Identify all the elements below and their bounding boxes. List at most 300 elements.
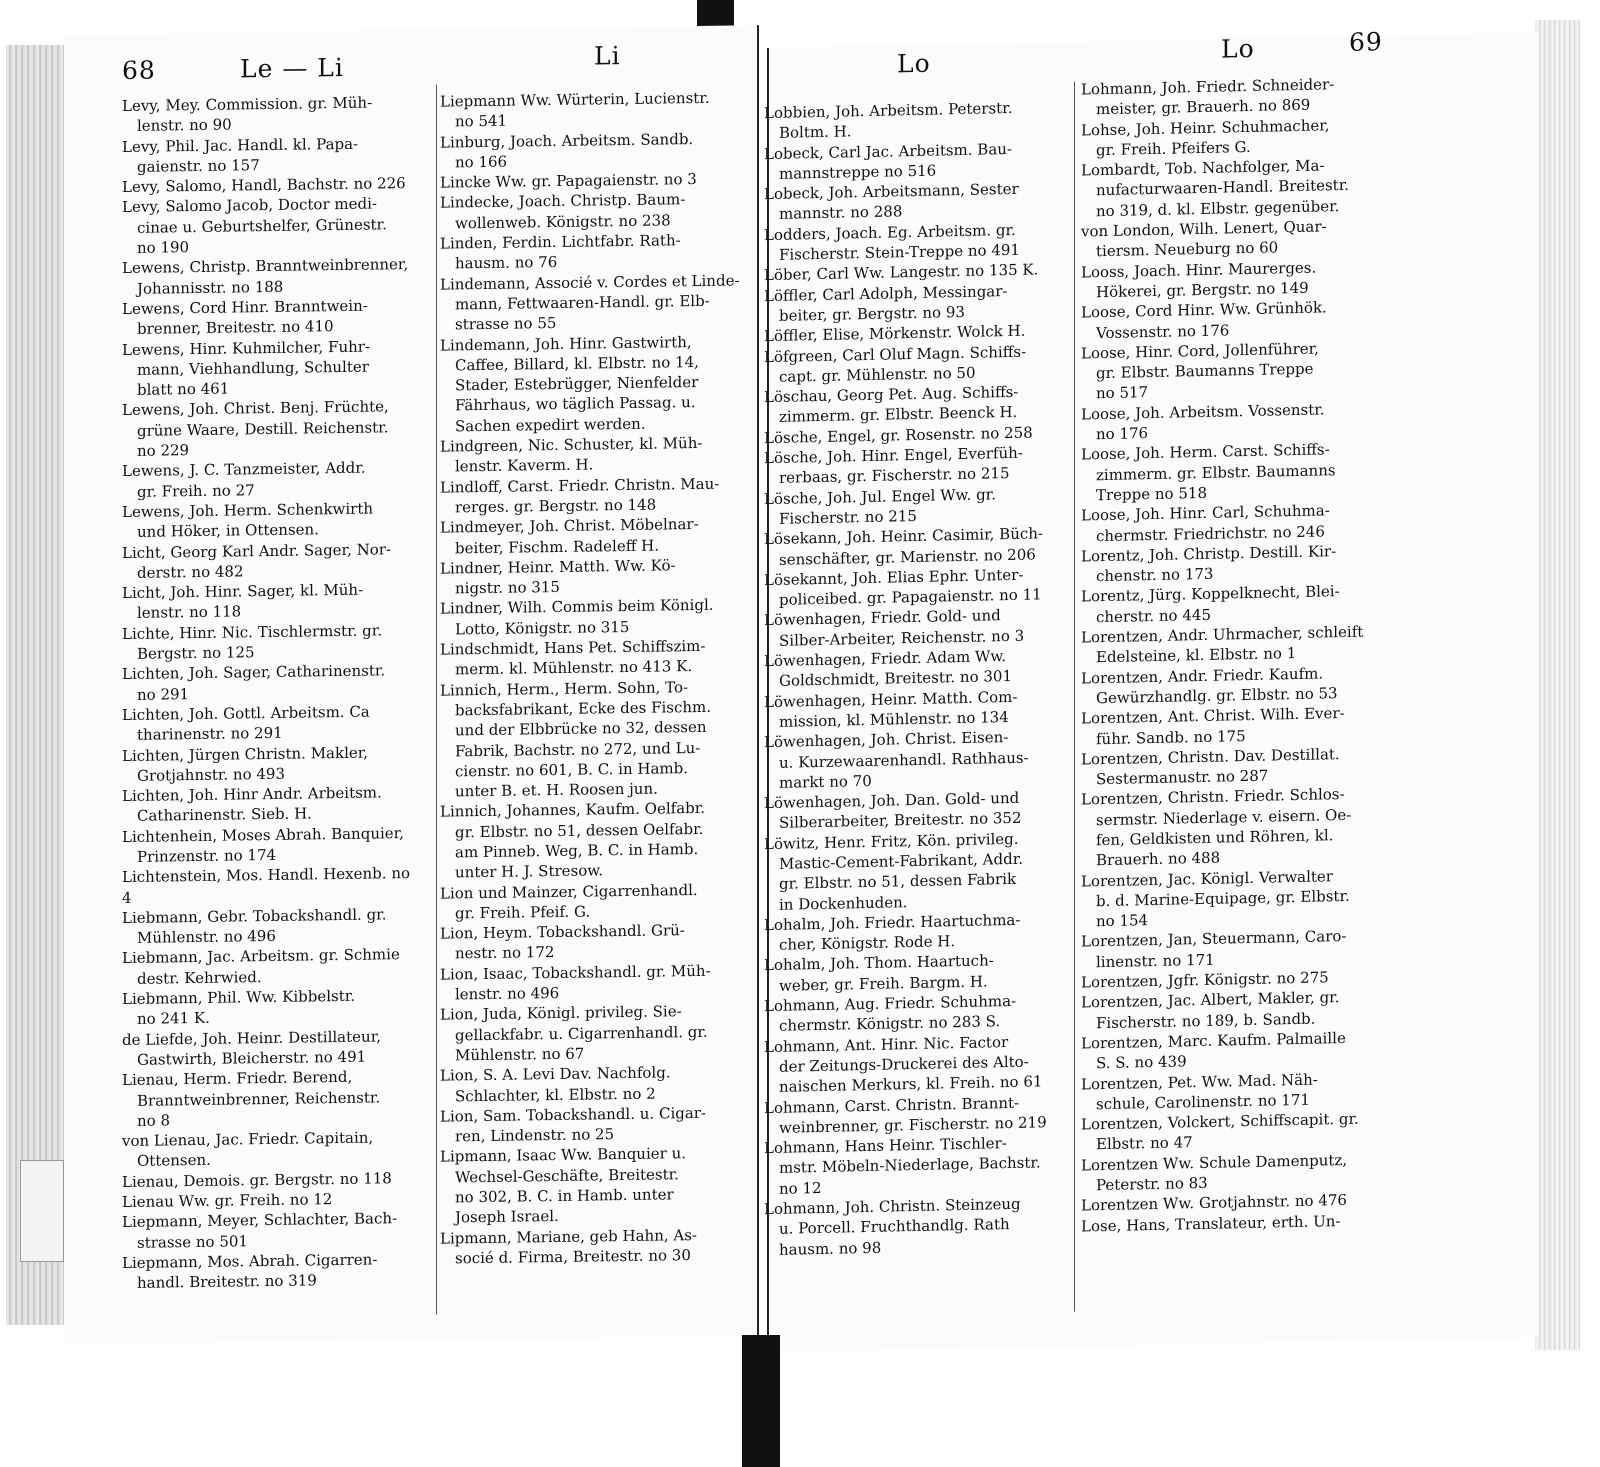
directory-entry [122, 863, 422, 908]
entry-line: Lösekann, Joh. Heinr. Casimir, Büch- [764, 524, 1043, 549]
entry-continuation: Brauerh. no 488 [1096, 848, 1221, 870]
entry-continuation: Fährhaus, wo täglich Passag. u. [455, 393, 696, 415]
directory-entry [440, 1143, 740, 1228]
entry-line: Lohmann, Ant. Hinr. Nic. Factor [764, 1032, 1009, 1056]
entry-line: Lion, S. A. Levi Dav. Nachfolg. [440, 1063, 671, 1085]
entry-continuation: no 229 [137, 441, 190, 460]
directory-entry [764, 645, 1074, 692]
directory-entry [440, 1102, 740, 1147]
entry-line: Loose, Cord Hinr. Ww. Grünhök. [1081, 298, 1327, 322]
entry-continuation: mann, Viehhandlung, Schulter [137, 357, 369, 379]
directory-entry [122, 1127, 422, 1172]
entry-continuation: brenner, Breitestr. no 410 [137, 317, 334, 339]
entry-continuation: mission, kl. Mühlenstr. no 134 [779, 707, 1009, 731]
entry-continuation: Edelsteine, kl. Elbstr. no 1 [1096, 644, 1297, 667]
entry-continuation: markt no 70 [779, 771, 872, 792]
header-left: Lo [897, 48, 931, 79]
column-2 [440, 87, 740, 1268]
entry-line: Lorentzen, Ant. Christ. Wilh. Ever- [1081, 704, 1345, 728]
entry-continuation: Treppe no 518 [1096, 483, 1207, 505]
column-rule [1074, 82, 1075, 1312]
directory-entry [440, 128, 740, 173]
entry-line: Löber, Carl Ww. Langestr. no 135 K. [764, 260, 1039, 285]
entry-continuation: S. S. no 439 [1096, 1052, 1187, 1073]
directory-entry [440, 798, 740, 883]
entry-line: Lösekannt, Joh. Elias Ephr. Unter- [764, 565, 1024, 589]
page-clip [20, 1160, 64, 1262]
entry-continuation: wollenweb. Königstr. no 238 [455, 211, 671, 233]
entry-continuation: Fabrik, Bachstr. no 272, und Lu- [455, 738, 701, 760]
entry-line: Lorentzen, Marc. Kaufm. Palmaille [1081, 1028, 1346, 1053]
directory-entry [764, 218, 1074, 265]
entry-line: de Liefde, Joh. Heinr. Destillateur, [122, 1027, 381, 1049]
entry-line: Lohmann, Joh. Christn. Steinzeug [764, 1194, 1021, 1219]
entry-line: Löffler, Elise, Mörkenstr. Wolck H. [764, 321, 1026, 346]
entry-continuation: rerbaas, gr. Fischerstr. no 215 [779, 464, 1010, 488]
entry-continuation: zimmerm. gr. Elbstr. Baumanns [1096, 460, 1336, 484]
entry-continuation: Bergstr. no 125 [137, 643, 255, 663]
entry-line: Löfgreen, Carl Oluf Magn. Schiffs- [764, 342, 1027, 366]
entry-line: Linnich, Herm., Herm. Sohn, To- [440, 677, 689, 700]
entry-continuation: Prinzenstr. no 174 [137, 845, 277, 866]
directory-entry [764, 563, 1074, 610]
directory-entry [122, 538, 422, 583]
directory-entry [764, 1091, 1074, 1138]
entry-line: Lösche, Joh. Hinr. Engel, Everfüh- [764, 443, 1023, 468]
entry-line: Lindemann, Joh. Hinr. Gastwirth, [440, 332, 692, 355]
entry-continuation: tharinenstr. no 291 [137, 724, 283, 745]
entry-continuation: senschäfter, gr. Marienstr. no 206 [779, 544, 1036, 569]
entry-continuation: chenstr. no 173 [1096, 564, 1214, 586]
entry-line: Lion, Isaac, Tobackshandl. gr. Müh- [440, 961, 711, 984]
directory-entry [1081, 337, 1391, 404]
entry-continuation: lenstr. Kaverm. H. [455, 455, 594, 476]
entry-continuation: no 241 K. [137, 1009, 210, 1029]
directory-entry [764, 97, 1074, 144]
entry-line: Liepmann Ww. Würterin, Lucienstr. [440, 88, 710, 111]
entry-continuation: Mühlenstr. no 67 [455, 1044, 585, 1065]
directory-entry [1081, 1149, 1391, 1196]
entry-line: Lichte, Hinr. Nic. Tischlermstr. gr. [122, 621, 383, 643]
directory-entry [122, 1208, 422, 1253]
directory-entry [1081, 662, 1391, 709]
entry-line: von Lienau, Jac. Friedr. Capitain, [122, 1128, 374, 1151]
entry-line: Levy, Salomo, Handl, Bachstr. no 226 [122, 174, 406, 197]
entry-line: Lorentzen, Volckert, Schiffscapit. gr. [1081, 1109, 1359, 1134]
entry-line: Lichtenstein, Mos. Handl. Hexenb. no 4 [122, 864, 411, 907]
directory-entry [1081, 73, 1391, 120]
directory-entry [1081, 114, 1391, 161]
entry-line: Lichten, Joh. Sager, Catharinenstr. [122, 661, 386, 684]
directory-entry [122, 741, 422, 786]
directory-entry [122, 132, 422, 177]
header-right: Lo [1221, 33, 1255, 64]
entry-line: Levy, Salomo Jacob, Doctor medi- [122, 194, 377, 217]
entry-continuation: Mühlenstr. no 496 [137, 927, 276, 948]
directory-entry [764, 178, 1074, 225]
entry-continuation: Fischerstr. no 189, b. Sandb. [1096, 1009, 1316, 1032]
entry-continuation: zimmerm. gr. Elbstr. Beenck H. [779, 403, 1018, 427]
entry-line: Loose, Hinr. Cord, Jollenführer, [1081, 339, 1319, 363]
directory-entry [122, 254, 422, 299]
directory-entry [1081, 702, 1391, 749]
directory-entry [764, 787, 1074, 834]
directory-entry [764, 726, 1074, 793]
header-letters: Li [594, 41, 621, 71]
entry-line: Löwitz, Henr. Fritz, Kön. privileg. [764, 829, 1019, 853]
entry-line: Licht, Joh. Hinr. Sager, kl. Müh- [122, 580, 364, 603]
entry-line: Lösche, Joh. Jul. Engel Ww. gr. [764, 484, 996, 508]
entry-line: Lichten, Joh. Gottl. Arbeitsm. Ca [122, 702, 370, 724]
entry-line: Lorentzen, Christn. Friedr. Schlos- [1081, 785, 1345, 809]
entry-continuation: hausm. no 98 [779, 1238, 882, 1259]
entry-line: Lohalm, Joh. Friedr. Haartuchma- [764, 910, 1021, 935]
entry-line: Lindgreen, Nic. Schuster, kl. Müh- [440, 433, 703, 456]
entry-line: Levy, Phil. Jac. Handl. kl. Papa- [122, 134, 359, 156]
entry-line: Lorentzen, Jan, Steuermann, Caro- [1081, 927, 1347, 951]
directory-entry [1081, 296, 1391, 343]
entry-continuation: Caffee, Billard, kl. Elbstr. no 14, [455, 352, 699, 375]
directory-entry [764, 1030, 1074, 1097]
directory-entry [122, 498, 422, 543]
page-number: 69 [1349, 27, 1383, 57]
entry-line: Lewens, J. C. Tanzmeister, Addr. [122, 458, 366, 481]
entry-continuation: mstr. Möbeln-Niederlage, Bachstr. [779, 1153, 1041, 1178]
binding-strip [742, 1335, 780, 1467]
entry-line: Looss, Joach. Hinr. Maurerges. [1081, 258, 1317, 282]
entry-line: Löwenhagen, Friedr. Gold- und [764, 606, 1001, 630]
entry-continuation: Vossenstr. no 176 [1096, 320, 1230, 342]
entry-continuation: Silber-Arbeiter, Reichenstr. no 3 [779, 626, 1025, 650]
entry-continuation: lenstr. no 118 [137, 602, 242, 623]
entry-line: Loose, Joh. Arbeitsm. Vossenstr. [1081, 400, 1325, 424]
directory-entry [764, 523, 1074, 570]
directory-entry [1081, 215, 1391, 262]
entry-continuation: nestr. no 172 [455, 943, 555, 963]
column-3 [764, 97, 1074, 1260]
entry-line: Lindloff, Carst. Friedr. Christn. Mau- [440, 474, 720, 497]
entry-continuation: und der Elbbrücke no 32, dessen [455, 718, 707, 740]
entry-line: Lorentzen, Andr. Friedr. Kaufm. [1081, 664, 1324, 688]
directory-entry [122, 335, 422, 400]
directory-entry [122, 944, 422, 989]
entry-line: Levy, Mey. Commission. gr. Müh- [122, 93, 373, 116]
entry-line: Lorentzen, Jgfr. Königstr. no 275 [1081, 968, 1329, 992]
entry-line: Liebmann, Phil. Ww. Kibbelstr. [122, 986, 356, 1009]
entry-line: Löwenhagen, Friedr. Adam Ww. [764, 647, 1007, 671]
directory-entry [1081, 540, 1391, 587]
entry-continuation: gellackfabr. u. Cigarrenhandl. gr. [455, 1022, 708, 1045]
entry-continuation: Boltm. H. [779, 122, 852, 143]
entry-continuation: beiter, gr. Bergstr. no 93 [779, 302, 965, 325]
entry-line: Lindmeyer, Joh. Christ. Möbelnar- [440, 515, 699, 537]
entry-line: Lichten, Jürgen Christn. Makler, [122, 743, 369, 765]
entry-line: Lewens, Joh. Christ. Benj. Früchte, [122, 397, 389, 420]
directory-entry [122, 985, 422, 1030]
directory-entry [1081, 783, 1391, 871]
entry-continuation: no 154 [1096, 911, 1149, 931]
entry-continuation: und Höker, in Ottensen. [137, 520, 319, 542]
directory-entry [1081, 1027, 1391, 1074]
directory-entry [764, 1132, 1074, 1199]
entry-continuation: no 517 [1096, 383, 1149, 403]
entry-continuation: beiter, Fischm. Radeleff H. [455, 536, 659, 557]
entry-continuation: Elbstr. no 47 [1096, 1133, 1193, 1154]
right-page [764, 27, 1539, 1353]
directory-entry [440, 270, 740, 335]
entry-line: Lohmann, Carst. Christn. Brannt- [764, 1093, 1020, 1117]
entry-continuation: gr. Freih. Pfeifers G. [1096, 137, 1251, 160]
entry-continuation: Mastic-Cement-Fabrikant, Addr. [779, 849, 1023, 873]
entry-continuation: Wechsel-Geschäfte, Breitestr. [455, 1165, 679, 1187]
entry-continuation: Grotjahnstr. no 493 [137, 764, 286, 785]
entry-continuation: capt. gr. Mühlenstr. no 50 [779, 363, 976, 386]
entry-continuation: Johannisstr. no 188 [137, 277, 284, 298]
directory-entry [1081, 865, 1391, 932]
entry-line: Liebmann, Gebr. Tobackshandl. gr. [122, 905, 387, 927]
page-number: 68 [122, 55, 156, 86]
entry-continuation: cherstr. no 445 [1096, 605, 1211, 626]
entry-line: Loose, Joh. Hinr. Carl, Schuhma- [1081, 501, 1330, 525]
entry-line: Lorentz, Joh. Christp. Destill. Kir- [1081, 541, 1337, 566]
entry-continuation: no 319, d. kl. Elbstr. gegenüber. [1096, 196, 1340, 220]
entry-line: Lobeck, Carl Jac. Arbeitsm. Bau- [764, 139, 1013, 163]
entry-continuation: chermstr. Königstr. no 283 S. [779, 1012, 1001, 1036]
entry-continuation: weber, gr. Freih. Bargm. H. [779, 972, 988, 995]
entry-continuation: tiersm. Neueburg no 60 [1096, 238, 1279, 261]
directory-entry [440, 229, 740, 274]
entry-continuation: linenstr. no 171 [1096, 950, 1215, 971]
directory-entry [122, 295, 422, 340]
entry-continuation: no 541 [455, 111, 508, 131]
entry-line: Lindner, Heinr. Matth. Ww. Kö- [440, 556, 676, 578]
entry-continuation: Schlachter, kl. Elbstr. no 2 [455, 1084, 656, 1105]
entry-continuation: fen, Geldkisten und Röhren, kl. [1096, 826, 1334, 850]
entry-line: Löschau, Georg Pet. Aug. Schiffs- [764, 382, 1019, 407]
entry-continuation: Goldschmidt, Breitestr. no 301 [779, 667, 1013, 691]
entry-line: Lobeck, Joh. Arbeitsmann, Sester [764, 180, 1019, 204]
directory-entry [1081, 580, 1391, 627]
entry-continuation: no 176 [1096, 424, 1149, 444]
entry-line: Lorentzen, Andr. Uhrmacher, schleift [1081, 622, 1364, 647]
entry-continuation: unter B. et. H. Roosen jun. [455, 779, 658, 801]
entry-line: Lorentzen, Jac. Albert, Makler, gr. [1081, 988, 1340, 1012]
entry-line: Liebmann, Jac. Arbeitsm. gr. Schmie [122, 945, 400, 968]
entry-line: Lorentzen Ww. Schule Damenputz, [1081, 1150, 1348, 1175]
entry-line: Lohmann, Joh. Friedr. Schneider- [1081, 75, 1335, 99]
entry-continuation: policeibed. gr. Papagaienstr. no 11 [779, 585, 1042, 609]
entry-continuation: cher, Königstr. Rode H. [779, 932, 956, 955]
entry-continuation: no 166 [455, 152, 508, 172]
entry-line: Löwenhagen, Joh. Christ. Eisen- [764, 728, 1009, 752]
directory-entry [440, 554, 740, 599]
entry-continuation: rerges. gr. Bergstr. no 148 [455, 495, 657, 517]
entry-line: Liepmann, Mos. Abrah. Cigarren- [122, 1250, 378, 1272]
entry-continuation: destr. Kehrwied. [137, 967, 262, 988]
column-4 [1081, 73, 1391, 1236]
entry-continuation: no 302, B. C. in Hamb. unter [455, 1185, 674, 1207]
entry-continuation: ren, Lindenstr. no 25 [455, 1125, 615, 1146]
entry-continuation: Ottensen. [137, 1151, 211, 1171]
directory-entry [440, 1001, 740, 1066]
header-range: Le — Li [240, 52, 344, 84]
directory-entry [1081, 398, 1391, 445]
entry-continuation: weinbrenner, gr. Fischerstr. no 219 [779, 1113, 1047, 1137]
entry-line: Lindecke, Joach. Christp. Baum- [440, 190, 686, 213]
directory-entry [122, 1168, 422, 1192]
entry-line: Lipmann, Isaac Ww. Banquier u. [440, 1144, 687, 1167]
directory-entry [1081, 154, 1391, 221]
entry-line: Lorentzen, Jac. Königl. Verwalter [1081, 866, 1333, 891]
entry-continuation: lenstr. no 496 [455, 983, 560, 1004]
column-1 [122, 92, 422, 1294]
entry-continuation: nufacturwaaren-Handl. Breitestr. [1096, 176, 1349, 200]
entry-line: Linburg, Joach. Arbeitsm. Sandb. [440, 129, 694, 152]
directory-entry [122, 660, 422, 705]
entry-line: Lorentzen Ww. Grotjahnstr. no 476 [1081, 1191, 1347, 1215]
directory-entry [1081, 621, 1391, 668]
entry-line: Lohse, Joh. Heinr. Schuhmacher, [1081, 115, 1330, 140]
directory-entry [122, 457, 422, 502]
entry-continuation: Catharinenstr. Sieb. H. [137, 804, 312, 826]
directory-entry [764, 137, 1074, 184]
entry-line: Löwenhagen, Heinr. Matth. Com- [764, 687, 1018, 711]
directory-entry [440, 87, 740, 132]
entry-continuation: gr. Elbstr. Baumanns Treppe [1096, 359, 1314, 383]
directory-entry [122, 1026, 422, 1071]
entry-continuation: der Zeitungs-Druckerei des Alto- [779, 1052, 1029, 1076]
entry-line: Löwenhagen, Joh. Dan. Gold- und [764, 788, 1020, 813]
entry-line: Loose, Joh. Herm. Carst. Schiffs- [1081, 440, 1330, 464]
entry-continuation: meister, gr. Brauerh. no 869 [1096, 96, 1311, 119]
directory-entry [440, 595, 740, 640]
page-edges-right [1535, 20, 1580, 1350]
entry-continuation: Fischerstr. Stein-Treppe no 491 [779, 240, 1020, 264]
entry-continuation: gr. Elbstr. no 51, dessen Fabrik [779, 870, 1017, 894]
entry-line: Licht, Georg Karl Andr. Sager, Nor- [122, 539, 392, 562]
directory-entry [122, 823, 422, 868]
entry-line: Lohmann, Hans Heinr. Tischler- [764, 1134, 1007, 1158]
entry-continuation: cinae u. Geburtshelfer, Grünestr. [137, 215, 387, 237]
directory-entry [1081, 438, 1391, 505]
entry-continuation: Peterstr. no 83 [1096, 1173, 1208, 1195]
entry-line: Lindemann, Associé v. Cordes et Linde- [440, 271, 740, 294]
entry-continuation: gr. Freih. Pfeif. G. [455, 902, 591, 923]
entry-continuation: führ. Sandb. no 175 [1096, 726, 1246, 748]
entry-continuation: blatt no 461 [137, 379, 230, 399]
entry-line: Lion, Juda, Königl. privileg. Sie- [440, 1002, 682, 1024]
entry-line: Liepmann, Meyer, Schlachter, Bach- [122, 1209, 398, 1232]
entry-continuation: mannstr. no 288 [779, 202, 903, 224]
entry-line: Lincke Ww. gr. Papagaienstr. no 3 [440, 170, 697, 192]
directory-entry [1081, 743, 1391, 790]
directory-entry [764, 442, 1074, 489]
entry-continuation: Gewürzhandlg. gr. Elbstr. no 53 [1096, 684, 1338, 708]
entry-line: Lose, Hans, Translateur, erth. Un- [1081, 1211, 1341, 1236]
directory-entry [764, 1193, 1074, 1260]
directory-entry [440, 473, 740, 518]
entry-line: Lewens, Hinr. Kuhmilcher, Fuhr- [122, 337, 371, 359]
entry-continuation: unter H. J. Stresow. [455, 861, 604, 882]
entry-continuation: mannstreppe no 516 [779, 161, 937, 183]
entry-continuation: hausm. no 76 [455, 253, 558, 273]
entry-continuation: Sachen expedirt werden. [455, 414, 646, 436]
directory-entry [122, 396, 422, 461]
page-edges-left [6, 45, 66, 1325]
directory-entry [440, 189, 740, 234]
entry-line: Linnich, Johannes, Kaufm. Oelfabr. [440, 799, 706, 821]
entry-line: Lombardt, Tob. Nachfolger, Ma- [1081, 156, 1325, 180]
entry-continuation: strasse no 55 [455, 314, 557, 334]
entry-continuation: no 8 [137, 1111, 171, 1130]
entry-line: Lorentz, Jürg. Koppelknecht, Blei- [1081, 582, 1340, 606]
entry-continuation: cienstr. no 601, B. C. in Hamb. [455, 758, 689, 781]
entry-line: Lohmann, Aug. Friedr. Schuhma- [764, 991, 1017, 1016]
entry-line: Lösche, Engel, gr. Rosenstr. no 258 [764, 423, 1033, 447]
column-rule [436, 85, 437, 1315]
left-page [64, 25, 759, 1345]
directory-entry [440, 1224, 740, 1269]
directory-entry [440, 920, 740, 965]
entry-continuation: strasse no 501 [137, 1231, 248, 1252]
entry-continuation: Fischerstr. no 215 [779, 506, 917, 528]
directory-entry [440, 432, 740, 477]
entry-continuation: Stader, Estebrügger, Nienfelder [455, 373, 699, 395]
directory-entry [1081, 1108, 1391, 1155]
directory-entry [764, 381, 1074, 428]
entry-line: Lichtenhein, Moses Abrah. Banquier, [122, 823, 404, 846]
entry-line: Lion, Heym. Tobackshandl. Grü- [440, 921, 685, 943]
entry-continuation: Sestermanustr. no 287 [1096, 766, 1269, 789]
entry-continuation: nigstr. no 315 [455, 578, 560, 598]
directory-entry [122, 782, 422, 827]
entry-continuation: grüne Waare, Destill. Reichenstr. [137, 418, 389, 440]
entry-line: Linden, Ferdin. Lichtfabr. Rath- [440, 231, 681, 253]
entry-continuation: backsfabrikant, Ecke des Fischm. [455, 697, 712, 720]
entry-continuation: Silberarbeiter, Breitestr. no 352 [779, 809, 1022, 833]
directory-entry [764, 685, 1074, 732]
directory-entry [440, 879, 740, 924]
entry-continuation: chermstr. Friedrichstr. no 246 [1096, 521, 1325, 545]
directory-entry [122, 193, 422, 258]
entry-line: Lindner, Wilh. Commis beim Königl. [440, 596, 714, 619]
entry-continuation: schule, Carolinenstr. no 171 [1096, 1090, 1310, 1114]
directory-entry [440, 960, 740, 1005]
entry-line: Lewens, Cord Hinr. Branntwein- [122, 296, 368, 319]
entry-line: Lorentzen, Pet. Ww. Mad. Näh- [1081, 1070, 1318, 1094]
entry-continuation: merm. kl. Mühlenstr. no 413 K. [455, 657, 693, 679]
entry-line: Lorentzen, Christn. Dav. Destillat. [1081, 744, 1340, 769]
directory-entry [1081, 986, 1391, 1033]
entry-line: Lewens, Joh. Herm. Schenkwirth [122, 499, 374, 521]
entry-continuation: Branntweinbrenner, Reichenstr. [137, 1087, 381, 1110]
entry-continuation: naischen Merkurs, kl. Freih. no 61 [779, 1072, 1043, 1097]
entry-continuation: derstr. no 482 [137, 562, 244, 582]
entry-line: Lienau, Herm. Friedr. Berend, [122, 1068, 353, 1090]
directory-entry [440, 676, 740, 802]
directory-entry [764, 827, 1074, 915]
directory-entry [122, 620, 422, 665]
entry-continuation: b. d. Marine-Equipage, gr. Elbstr. [1096, 886, 1350, 911]
entry-continuation: gr. Elbstr. no 51, dessen Oelfabr. [455, 819, 704, 842]
entry-line: Lion und Mainzer, Cigarrenhandl. [440, 880, 698, 903]
directory-entry [1081, 499, 1391, 546]
entry-continuation: Joseph Israel. [455, 1207, 559, 1227]
directory-entry [764, 909, 1074, 956]
directory-entry [1081, 925, 1391, 972]
directory-entry [122, 92, 422, 137]
directory-entry [764, 340, 1074, 387]
